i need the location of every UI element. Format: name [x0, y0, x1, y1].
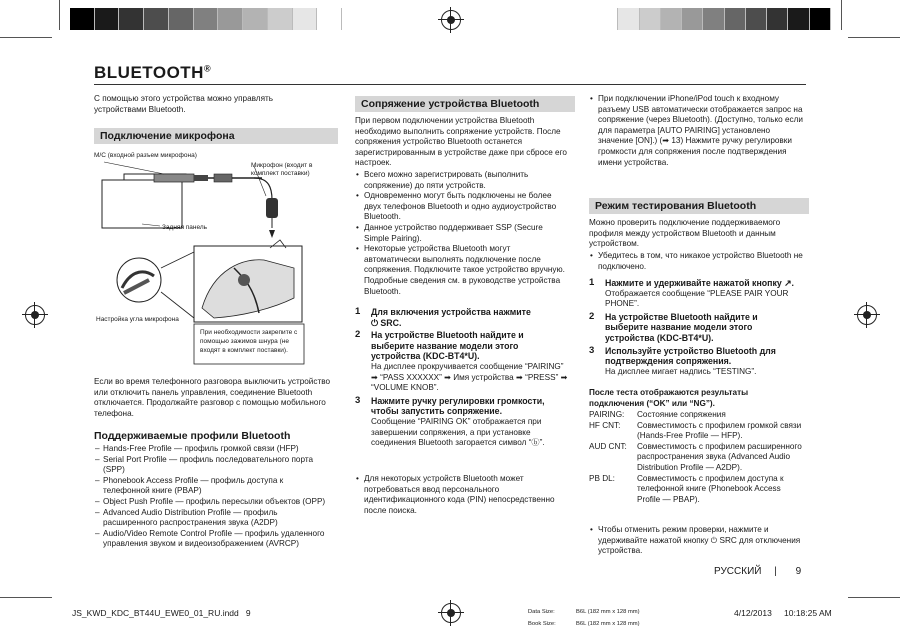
- data-size: [528, 609, 640, 628]
- color-swatch: [169, 8, 194, 30]
- list-item: • Некоторые устройства Bluetooth могут автоматически выполнять подключение после сопряжения. Подключите такое устройство вручную. Подробные сведения см. в руководстве устройства Bluetooth.: [355, 244, 567, 297]
- page-title: [94, 63, 211, 83]
- color-swatch: [725, 8, 746, 30]
- cancel-note: [589, 525, 803, 557]
- color-bar-right: [597, 8, 831, 30]
- step-body: На дисплее мигает надпись “TESTING”.: [605, 366, 757, 376]
- mic-jack-label: M/C (входной разъем микрофона): [94, 152, 197, 159]
- step-number: 2: [589, 310, 595, 322]
- color-swatch: [293, 8, 318, 30]
- step-number: 2: [355, 329, 361, 341]
- results-heading: После теста отображаются результаты подключения (“OK” или “NG”).: [589, 388, 749, 408]
- result-row: [589, 410, 803, 421]
- registered-mark: ®: [203, 63, 212, 74]
- page-footer: [714, 566, 801, 577]
- data-size-row: [528, 609, 640, 616]
- color-bar-left: [70, 8, 342, 30]
- color-swatch: [95, 8, 120, 30]
- result-key: AUD CNT:: [589, 441, 627, 451]
- step-item: [589, 278, 803, 310]
- result-row: [589, 474, 803, 506]
- color-swatch: [243, 8, 268, 30]
- mic-heading: Подключение микрофона: [94, 128, 338, 144]
- list-item: • Одновременно могут быть подключены не более двух телефонов Bluetooth и одно аудиоустройство Bluetooth.: [355, 191, 567, 223]
- pairing-bullets: [355, 170, 567, 297]
- color-swatch: [788, 8, 809, 30]
- list-item: • При подключении iPhone/iPod touch к входному разъему USB автоматически отображается запрос на сопряжение (через Bluetooth). (Доступно, только если для параметра [AUTO PAIRING] установлено значение [ON].) (➡ 13) Нажмите ручку регулировки громкости для сопряжения после подтверждения имени устройства.: [589, 94, 803, 168]
- list-item: • Данное устройство поддерживает SSP (Secure Simple Pairing).: [355, 223, 567, 244]
- registration-mark-bottom: [441, 603, 461, 623]
- clamp-note: При необходимости закрепите с помощью зажимов шнура (не входят в комплект поставки).: [200, 329, 298, 354]
- result-key: PAIRING:: [589, 410, 625, 419]
- color-swatch: [119, 8, 144, 30]
- intro-text: С помощью этого устройства можно управлять устройствами Bluetooth.: [94, 94, 274, 114]
- color-swatch: [767, 8, 788, 30]
- list-item: – Hands-Free Profile — профиль громкой связи (HFP): [94, 444, 330, 455]
- list-item: – Serial Port Profile — профиль последовательного порта (SPP): [94, 455, 330, 476]
- slug-date: 4/12/2013: [734, 608, 772, 618]
- list-item: – Object Push Profile — профиль пересылки объектов (OPP): [94, 497, 330, 508]
- color-swatch: [682, 8, 703, 30]
- step-item: [355, 307, 569, 328]
- results-table: [589, 410, 803, 505]
- result-value: Совместимость с профилем расширенного распространения звука (Advanced Audio Distribution Profile — A2DP).: [637, 441, 802, 472]
- result-row: [589, 421, 803, 442]
- color-swatch: [268, 8, 293, 30]
- step-number: 1: [355, 306, 361, 317]
- mic-setting-label: Настройка угла микрофона: [96, 316, 179, 323]
- color-swatch: [70, 8, 95, 30]
- result-key: PB DL:: [589, 473, 615, 483]
- color-swatch: [144, 8, 169, 30]
- step-body: Сообщение “PAIRING OK” отображается при завершении сопряжения, а при установке соединения Bluetooth загорается символ “ⓑ”.: [371, 416, 545, 448]
- profiles-heading: Поддерживаемые профили Bluetooth: [94, 430, 291, 442]
- book-size-label: Book Size:: [528, 621, 556, 627]
- step-item: [355, 396, 569, 449]
- color-swatch: [618, 8, 639, 30]
- step-head: Для включения устройства нажмите: [371, 307, 531, 317]
- registration-mark-left: [25, 305, 45, 325]
- color-swatch: [218, 8, 243, 30]
- result-value: Состояние сопряжения: [637, 410, 726, 419]
- rear-panel-label: Задняя панель: [162, 224, 208, 231]
- page-title-text: BLUETOOTH: [94, 63, 204, 82]
- crop-mark: [0, 37, 52, 38]
- crop-mark: [59, 0, 60, 30]
- result-value: Совместимость с профилем громкой связи (Hands-Free Profile — HFP).: [637, 420, 802, 441]
- title-rule: [94, 84, 806, 85]
- list-item: • Всего можно зарегистрировать (выполнить сопряжение) до пяти устройств.: [355, 170, 567, 191]
- data-size-value: B6L (182 mm x 128 mm): [576, 609, 640, 615]
- list-item: – Audio/Video Remote Control Profile — профиль удаленного управления звуком и видеоизображением (AVRCP): [94, 529, 330, 550]
- test-intro: Можно проверить подключение поддерживаемого профиля между устройством Bluetooth и данным устройством.: [589, 218, 781, 249]
- result-value: Совместимость с профилем доступа к телефонной книге (Phonebook Access Profile — PBAP).: [637, 473, 784, 504]
- list-item: • Чтобы отменить режим проверки, нажмите и удерживайте нажатой кнопку ⏻ SRC для отключения устройства.: [589, 525, 803, 557]
- step-head-2: ⏻ SRC.: [371, 317, 402, 328]
- test-bullet: [589, 251, 803, 272]
- color-swatch: [810, 8, 831, 30]
- crop-mark: [848, 37, 900, 38]
- pairing-heading: Сопряжение устройства Bluetooth: [355, 96, 575, 112]
- data-size-label: Data Size:: [528, 609, 555, 615]
- list-item: • Для некоторых устройств Bluetooth может потребоваться ввод персонального идентификационного кода (PIN) непосредственно после поиска.: [355, 474, 567, 516]
- pin-note: [355, 474, 567, 516]
- step-item: [589, 346, 803, 378]
- color-swatch: [597, 8, 618, 30]
- step-number: 3: [589, 344, 595, 356]
- book-size-row: [528, 621, 640, 628]
- call-note: Если во время телефонного разговора выключить устройство или отключить панель управления, соединение Bluetooth отключается. Продолжайте разговор с помощью мобильного телефона.: [94, 377, 331, 418]
- footer-separator: |: [774, 566, 777, 577]
- step-body: Отображается сообщение “PLEASE PAIR YOUR PHONE”.: [605, 288, 789, 309]
- crop-mark: [848, 597, 900, 598]
- step-head: На устройстве Bluetooth найдите и выберите название модели этого устройства (KDC-BT4*U).: [605, 311, 758, 343]
- registration-mark-top: [441, 10, 461, 30]
- step-head: На устройстве Bluetooth найдите и выберите название модели этого устройства (KDC-BT4*U).: [371, 330, 524, 362]
- color-swatch: [194, 8, 219, 30]
- book-size-value: B6L (182 mm x 128 mm): [576, 621, 640, 627]
- step-head: Нажмите и удерживайте нажатой кнопку ↗.: [605, 278, 794, 288]
- result-key: HF CNT:: [589, 420, 621, 430]
- list-item: • Убедитесь в том, что никакое устройство Bluetooth не подключено.: [589, 251, 803, 272]
- mic-label: Микрофон (входит в комплект поставки): [251, 162, 313, 177]
- test-steps: [589, 278, 803, 379]
- step-head: Используйте устройство Bluetooth для подтверждения сопряжения.: [605, 345, 776, 367]
- step-body: На дисплее прокручивается сообщение “PAIRING” ➡ “PASS XXXXXX” ➡ Имя устройства ➡ “PRESS” ➡ “VOLUME KNOB”.: [371, 361, 568, 393]
- iphone-note: [589, 94, 803, 168]
- crop-mark: [841, 0, 842, 30]
- test-heading: Режим тестирования Bluetooth: [589, 198, 809, 214]
- color-swatch: [703, 8, 724, 30]
- color-swatch: [640, 8, 661, 30]
- slug-time: 10:18:25 AM: [784, 608, 832, 618]
- language-label: РУССКИЙ: [714, 566, 762, 577]
- step-item: [355, 330, 569, 394]
- list-item: – Phonebook Access Profile — профиль доступа к телефонной книге (PBAP): [94, 476, 330, 497]
- result-row: [589, 442, 803, 474]
- crop-mark: [0, 597, 52, 598]
- pairing-intro: При первом подключении устройства Bluetooth необходимо выполнить сопряжение устройств. После сопряжения устройство Bluetooth останется зарегистрированным в устройстве даже при сбросе его настроек.: [355, 116, 567, 168]
- mic-diagram: [94, 148, 334, 370]
- step-number: 1: [589, 277, 595, 288]
- step-head: Нажмите ручку регулировки громкости, чтобы запустить сопряжение.: [371, 395, 545, 417]
- list-item: – Advanced Audio Distribution Profile — профиль расширенного распространения звука (A2DP): [94, 508, 330, 529]
- registration-mark-right: [857, 305, 877, 325]
- step-number: 3: [355, 394, 361, 406]
- page-number: 9: [795, 566, 802, 577]
- step-item: [589, 312, 803, 344]
- color-swatch: [661, 8, 682, 30]
- file-name: JS_KWD_KDC_BT44U_EWE0_01_RU.indd 9: [72, 608, 251, 618]
- color-swatch: [746, 8, 767, 30]
- pairing-steps: [355, 307, 569, 451]
- profiles-list: [94, 444, 330, 550]
- color-swatch: [317, 8, 342, 30]
